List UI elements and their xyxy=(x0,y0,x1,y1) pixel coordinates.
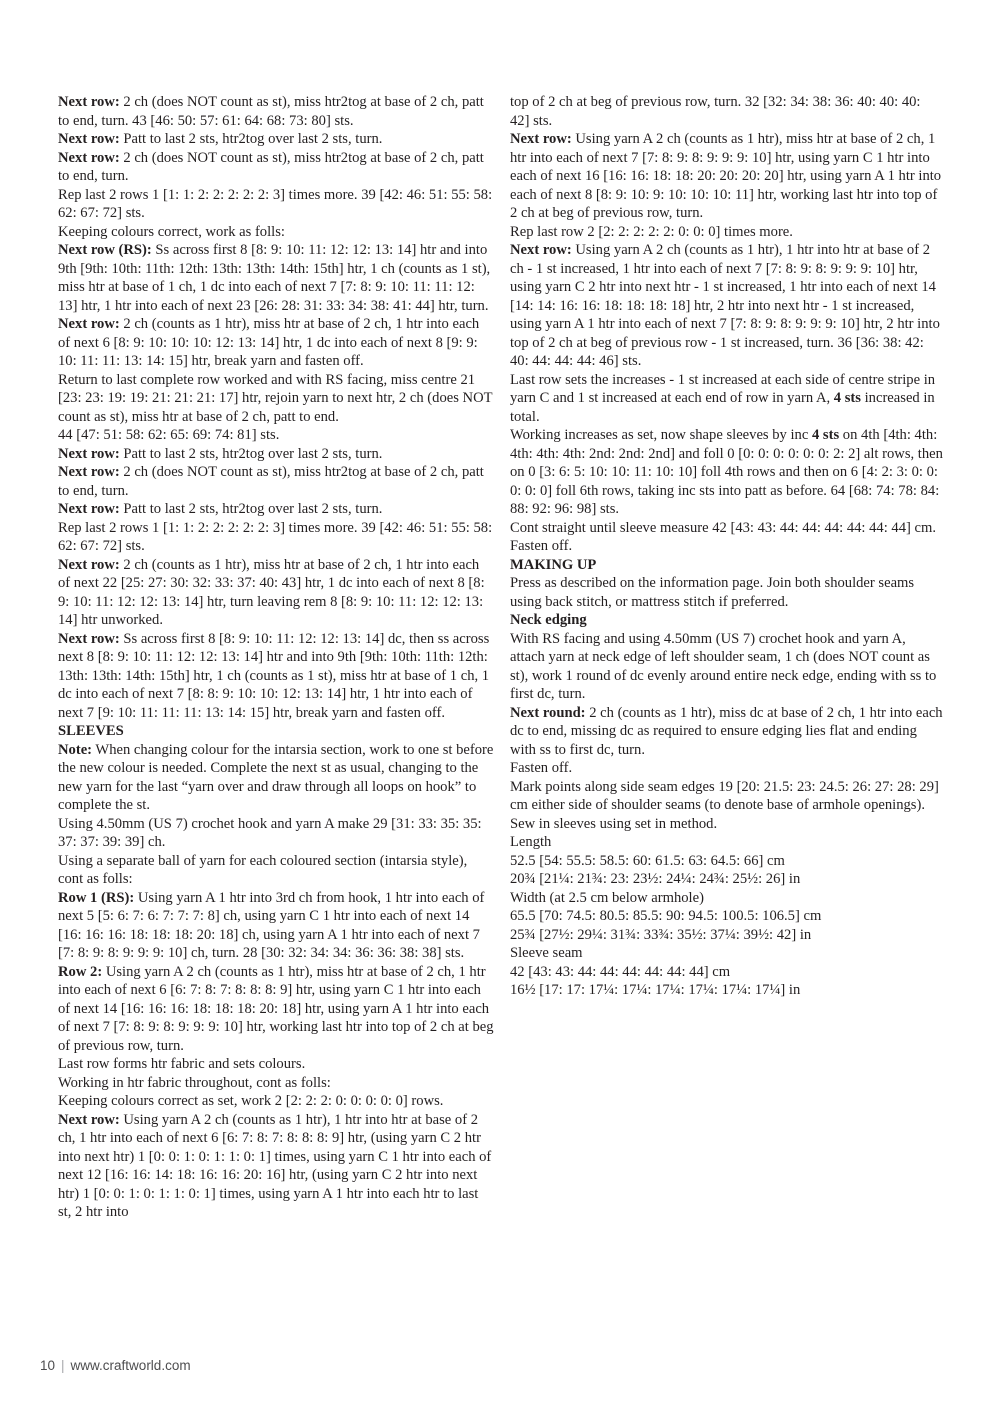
row-label: Note: xyxy=(58,741,93,758)
instruction-text: 2 ch (counts as 1 htr), miss dc at base of 2 ch, 1 htr into each dc to end, missing dc as required to ensure edging lies flat and ending with ss to first dc, turn. xyxy=(510,704,943,758)
instruction-text: 20¾ [21¼: 21¾: 23: 23½: 24¼: 24¾: 25½: 26] in xyxy=(510,871,801,887)
instruction-text: 25¾ [27½: 29¼: 31¾: 33¾: 35½: 37¼: 39½: 42] in xyxy=(510,926,812,943)
row-label: Row 1 (RS): xyxy=(58,889,135,906)
instruction-text: 44 [47: 51: 58: 62: 65: 69: 74: 81] sts. xyxy=(58,427,280,443)
instruction-text: Using a separate ball of yarn for each coloured section (intarsia style), cont as folls: xyxy=(58,852,468,887)
pattern-instruction xyxy=(510,944,943,963)
pattern-instruction xyxy=(58,556,494,630)
instruction-text: 2 ch (counts as 1 htr), miss htr at base of 2 ch, 1 htr into each of next 6 [8: 9: 10: 10: 10: 12: 13: 14] htr, 1 dc into each of next 8 [9: 9: 10: 11: 11: 13: 14: 15] htr, break yarn and fasten off. xyxy=(58,316,480,369)
instruction-text: increased in total. xyxy=(510,390,935,425)
pattern-instruction xyxy=(58,223,494,242)
row-label: Next row: xyxy=(58,131,120,147)
instruction-text: Working increases as set, now shape sleeves by inc xyxy=(510,427,812,443)
pattern-instruction xyxy=(58,1092,494,1111)
section-heading: MAKING UP xyxy=(510,556,597,573)
row-label: Next round: xyxy=(510,704,586,721)
pattern-instruction xyxy=(510,778,943,834)
pattern-instruction xyxy=(58,500,494,519)
row-label: Next row: xyxy=(58,556,120,573)
instruction-text: Working in htr fabric throughout, cont as folls: xyxy=(58,1074,331,1091)
pattern-instruction xyxy=(58,93,494,130)
pattern-instruction xyxy=(58,463,494,500)
pattern-instruction xyxy=(58,445,494,464)
instruction-text: Using yarn A 2 ch (counts as 1 htr), miss htr at base of 2 ch, 1 htr into each of next 7 [7: 8: 9: 8: 9: 9: 9: 10] htr, using yarn C 1 htr into each of next 16 [16: 16: 18: 18: 20: 20: 20: 20] htr, using yarn A 1 htr into each of next 8 [8: 9: 10: 9: 10: 10: 10: 11] htr, working last htr into top of 2 ch at beg of previous row, turn. xyxy=(510,131,942,221)
pattern-instruction xyxy=(510,223,943,242)
instruction-text: Return to last complete row worked and with RS facing, miss centre 21 [23: 23: 19: 19: 21: 21: 21: 17] htr, rejoin yarn to next htr, 2 ch (does NOT count as st), miss htr at base of 2 ch, patt to end. xyxy=(58,371,493,425)
page-number: 10 xyxy=(40,1358,56,1373)
pattern-instruction xyxy=(58,1111,494,1222)
instruction-text: Using 4.50mm (US 7) crochet hook and yarn A make 29 [31: 33: 35: 35: 37: 37: 39: 39] ch. xyxy=(58,815,482,850)
pattern-instruction xyxy=(58,889,494,963)
instruction-text: Using yarn A 2 ch (counts as 1 htr), 1 htr into htr at base of 2 ch, 1 htr into each of next 6 [6: 7: 8: 7: 8: 8: 8: 9] htr, (using yarn C 2 htr into next htr) 1 [0: 0: 1: 0: 1: 1: 0: 1] times, using yarn C 1 htr into each of next 12 [16: 16: 14: 18: 16: 16: 20: 16] htr, (using yarn C 2 htr into next htr) 1 [0: 0: 1: 0: 1: 1: 0: 1] times, using yarn A 1 htr into each htr to last st, 2 htr into xyxy=(58,1111,492,1220)
instruction-text: Fasten off. xyxy=(510,760,573,776)
pattern-instruction xyxy=(58,1055,494,1074)
page-footer xyxy=(40,1358,191,1373)
pattern-instruction xyxy=(58,426,494,445)
instruction-text: Mark points along side seam edges 19 [20: 21.5: 23: 24.5: 26: 27: 28: 29] cm either side of shoulder seams (to denote base of armhole openings). Sew in sleeves using set in method. xyxy=(510,778,939,832)
section-heading: Neck edging xyxy=(510,612,587,628)
row-label: Next row: xyxy=(58,1111,120,1128)
row-label: Next row: xyxy=(58,445,120,462)
instruction-text: 2 ch (does NOT count as st), miss htr2tog at base of 2 ch, patt to end, turn. 43 [46: 50: 57: 61: 64: 68: 73: 80] sts. xyxy=(58,94,484,129)
instruction-text: Fasten off. xyxy=(510,538,573,554)
row-label: Next row: xyxy=(510,131,572,147)
pattern-instruction xyxy=(58,186,494,223)
website-url: www.craftworld.com xyxy=(70,1358,191,1373)
pattern-instruction xyxy=(510,852,943,871)
instruction-text: 2 ch (does NOT count as st), miss htr2tog at base of 2 ch, patt to end, turn. xyxy=(58,149,484,184)
pattern-instruction xyxy=(510,963,943,982)
emphasis-text: 4 sts xyxy=(833,390,861,406)
pattern-instruction xyxy=(58,630,494,723)
pattern-instruction xyxy=(58,1074,494,1093)
pattern-instruction xyxy=(510,889,943,908)
row-label: Next row: xyxy=(58,316,120,332)
pattern-instruction xyxy=(510,981,943,1000)
pattern-instruction xyxy=(58,371,494,427)
row-label: Next row: xyxy=(58,94,120,110)
instruction-text: 2 ch (counts as 1 htr), miss htr at base of 2 ch, 1 htr into each of next 22 [25: 27: 30: 32: 33: 37: 40: 43] htr, 1 dc into each of next 8 [8: 9: 10: 11: 12: 12: 13: 14] htr, turn leaving rem 8 [8: 9: 10: 11: 12: 12: 13: 14] htr unworked. xyxy=(58,556,485,628)
instruction-text: Keeping colours correct as set, work 2 [2: 2: 2: 0: 0: 0: 0: 0] rows. xyxy=(58,1093,444,1109)
instruction-text: Using yarn A 1 htr into 3rd ch from hook, 1 htr into each of next 5 [5: 6: 7: 6: 7: 7: 7: 8] ch, using yarn C 1 htr into each of next 14 [16: 16: 16: 18: 18: 18: 20: 18] ch, using yarn A 1 htr into each of next 7 [7: 8: 9: 8: 9: 9: 9: 10] ch, turn. 28 [30: 32: 34: 34: 36: 36: 38: 38] sts. xyxy=(58,889,485,961)
row-label: Row 2: xyxy=(58,963,103,980)
pattern-instruction xyxy=(510,907,943,926)
instruction-text: 52.5 [54: 55.5: 58.5: 60: 61.5: 63: 64.5: 66] cm xyxy=(510,852,785,869)
row-label: Next row: xyxy=(58,149,120,166)
pattern-instruction xyxy=(510,519,943,538)
pattern-instruction xyxy=(58,741,494,815)
instruction-text: Using yarn A 2 ch (counts as 1 htr), 1 htr into htr at base of 2 ch - 1 st increased, 1 htr into each of next 7 [7: 8: 9: 8: 9: 9: 9: 10] htr, using yarn C 2 htr into next htr - 1 st increased, 1 htr into each of next 14 [14: 14: 16: 16: 18: 18: 18: 18] htr, 2 htr into next htr - 1 st increased, using yarn A 1 htr into each of next 7 [7: 8: 9: 8: 9: 9: 9: 10] htr, 2 htr into top of 2 ch at beg of previous row - 1 st increased, turn. 36 [36: 38: 42: 40: 44: 44: 44: 46] sts. xyxy=(510,242,940,369)
row-label: Next row (RS): xyxy=(58,242,152,258)
pattern-instruction xyxy=(510,870,943,889)
section-heading: SLEEVES xyxy=(58,723,124,739)
instruction-text: Patt to last 2 sts, htr2tog over last 2 sts, turn. xyxy=(119,501,383,517)
right-column xyxy=(510,93,943,1000)
instruction-text: Keeping colours correct, work as folls: xyxy=(58,223,285,240)
pattern-instruction xyxy=(58,852,494,889)
pattern-instruction xyxy=(510,93,943,130)
emphasis-text: 4 sts xyxy=(811,427,840,443)
instruction-text: Cont straight until sleeve measure 42 [43: 43: 44: 44: 44: 44: 44: 44] cm. xyxy=(510,519,936,536)
pattern-instruction xyxy=(58,815,494,852)
instruction-text: Length xyxy=(510,834,552,850)
pattern-instruction xyxy=(510,704,943,760)
instruction-text: Rep last 2 rows 1 [1: 1: 2: 2: 2: 2: 2: 3] times more. 39 [42: 46: 51: 55: 58: 62: 67: 72] sts. xyxy=(58,519,493,554)
instruction-text: 2 ch (does NOT count as st), miss htr2tog at base of 2 ch, patt to end, turn. xyxy=(58,464,484,499)
footer-separator: | xyxy=(61,1358,65,1373)
pattern-instruction xyxy=(58,241,494,315)
instruction-text: Rep last row 2 [2: 2: 2: 2: 2: 0: 0: 0] times more. xyxy=(510,223,793,240)
pattern-instruction xyxy=(510,371,943,427)
instruction-text: top of 2 ch at beg of previous row, turn. 32 [32: 34: 38: 36: 40: 40: 40: 42] sts. xyxy=(510,94,921,129)
instruction-text: Ss across first 8 [8: 9: 10: 11: 12: 12: 13: 14] htr and into 9th [9th: 10th: 11th: 12th: 13th: 13th: 14th: 15th] htr, 1 ch (counts as 1 st), miss htr at base of 1 ch, 1 dc into each of next 7 [7: 8: 9: 10: 11: 11: 12: 13] htr, 1 htr into each of next 23 [26: 28: 31: 33: 34: 38: 41: 44] htr, turn. xyxy=(58,242,491,314)
instruction-text: 65.5 [70: 74.5: 80.5: 85.5: 90: 94.5: 100.5: 106.5] cm xyxy=(510,908,822,924)
pattern-instruction xyxy=(510,426,943,519)
instruction-text: Width (at 2.5 cm below armhole) xyxy=(510,889,704,906)
pattern-instruction xyxy=(510,574,943,611)
instruction-text: 42 [43: 43: 44: 44: 44: 44: 44: 44] cm xyxy=(510,963,731,980)
instruction-text: Press as described on the information page. Join both shoulder seams using back stitch, or mattress stitch if preferred. xyxy=(510,575,915,610)
pattern-instruction xyxy=(58,519,494,556)
pattern-instruction xyxy=(510,537,943,556)
instruction-text: Patt to last 2 sts, htr2tog over last 2 sts, turn. xyxy=(119,131,383,147)
instruction-text: on 4th [4th: 4th: 4th: 4th: 4th: 2nd: 2nd: 2nd] and foll 0 [0: 0: 0: 0: 0: 0: 2: 2] alt rows, then on 0 [3: 6: 5: 10: 10: 11: 10: 10] foll 4th rows and then on 6 [4: 2: 3: 0: 0: 0: 0: 0] foll 6th rows, taking inc sts into patt as before. 64 [68: 74: 78: 84: 88: 92: 96: 98] sts. xyxy=(510,427,943,517)
pattern-instruction xyxy=(510,833,943,852)
row-label: Next row: xyxy=(510,242,572,258)
pattern-instruction xyxy=(58,130,494,149)
instruction-text: When changing colour for the intarsia section, work to one st before the new colour is needed. Complete the next st as usual, changing to the new yarn for the last “yarn over and draw through all loops on hook” to complete the st. xyxy=(58,741,494,813)
pattern-instruction xyxy=(58,963,494,1056)
pattern-instruction xyxy=(58,149,494,186)
instruction-text: Ss across first 8 [8: 9: 10: 11: 12: 12: 13: 14] dc, then ss across next 8 [8: 9: 10: 11: 12: 12: 13: 14] htr and into 9th [9th: 10th: 11th: 12th: 13th: 13th: 14th: 15th] htr, 1 ch (counts as 1 st), miss htr at base of 1 ch, 1 dc into each of next 7 [8: 8: 9: 10: 10: 12: 13: 14] htr, 1 htr into each of next 7 [9: 10: 11: 11: 11: 13: 14: 15] htr, break yarn and fasten off. xyxy=(58,630,490,721)
instruction-text: 16½ [17: 17: 17¼: 17¼: 17¼: 17¼: 17¼: 17¼] in xyxy=(510,982,801,998)
pattern-instruction xyxy=(510,630,943,704)
instruction-text: Sleeve seam xyxy=(510,945,583,961)
instruction-text: Using yarn A 2 ch (counts as 1 htr), miss htr at base of 2 ch, 1 htr into each of next 6 [6: 7: 8: 7: 8: 8: 8: 9] htr, using yarn C 1 htr into each of next 14 [16: 16: 16: 18: 18: 18: 20: 18] htr, using yarn A 1 htr into each of next 7 [7: 8: 9: 8: 9: 9: 9: 10] htr, working last htr into top of 2 ch at beg of previous row, turn. xyxy=(58,963,494,1054)
pattern-instruction xyxy=(58,315,494,371)
instruction-text: Rep last 2 rows 1 [1: 1: 2: 2: 2: 2: 2: 3] times more. 39 [42: 46: 51: 55: 58: 62: 67: 72] sts. xyxy=(58,186,493,221)
row-label: Next row: xyxy=(58,630,120,647)
instruction-text: Last row forms htr fabric and sets colours. xyxy=(58,1056,306,1072)
instruction-text: With RS facing and using 4.50mm (US 7) crochet hook and yarn A, attach yarn at neck edge of left shoulder seam, 1 ch (does NOT count as st), work 1 round of dc evenly around entire neck edge, ending with ss to first dc, turn. xyxy=(510,630,937,702)
left-column xyxy=(58,93,494,1222)
row-label: Next row: xyxy=(58,501,120,517)
instruction-text: Last row sets the increases - 1 st increased at each side of centre stripe in yarn C and 1 st increased at each end of row in yarn A, xyxy=(510,371,936,406)
pattern-instruction xyxy=(510,759,943,778)
pattern-instruction xyxy=(510,926,943,945)
row-label: Next row: xyxy=(58,464,120,480)
instruction-text: Patt to last 2 sts, htr2tog over last 2 sts, turn. xyxy=(119,445,383,462)
pattern-instruction xyxy=(510,130,943,223)
pattern-instruction xyxy=(510,241,943,371)
